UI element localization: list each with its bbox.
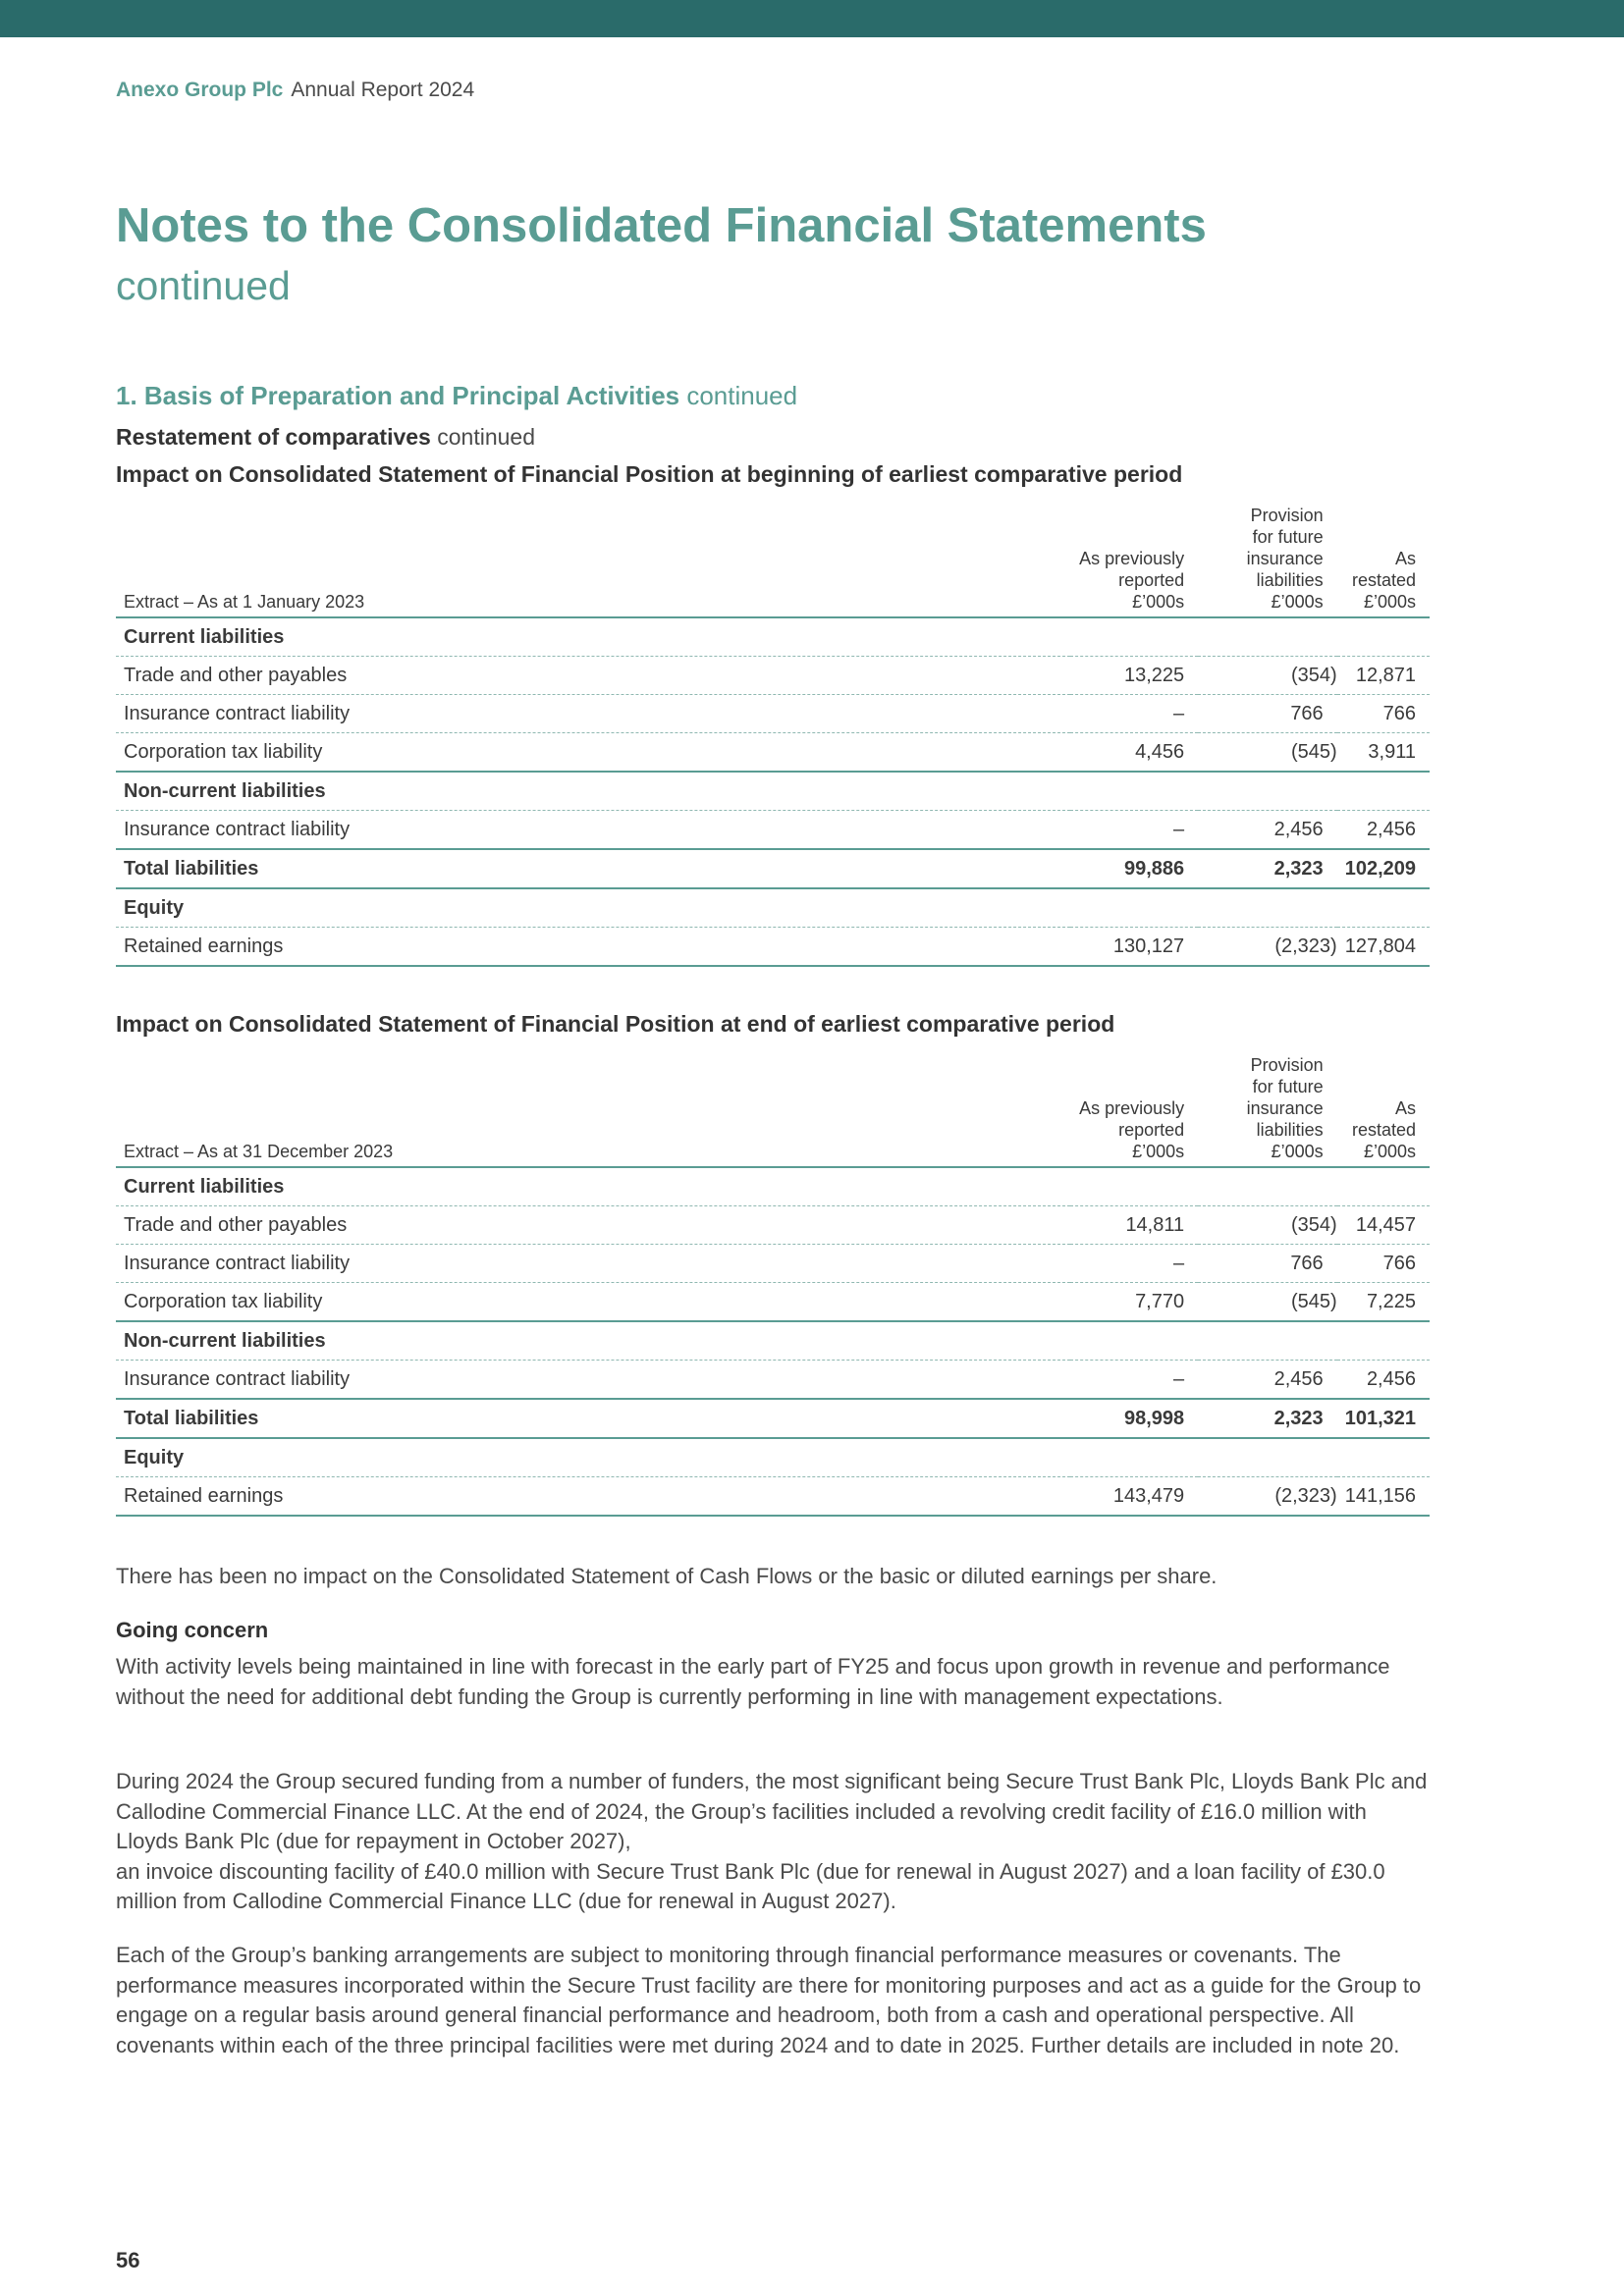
report-name: Annual Report 2024 <box>291 79 475 101</box>
row-label: Total liabilities <box>116 1399 1070 1438</box>
section-title: 1. Basis of Preparation and Principal Activities <box>116 381 680 410</box>
value-restated: 2,456 <box>1337 1361 1430 1400</box>
value-provision <box>1198 888 1337 928</box>
value-restated <box>1337 1321 1430 1361</box>
value-provision <box>1198 1438 1337 1477</box>
column-previously-reported-line: £’000s <box>1132 1142 1185 1161</box>
value-previously-reported: 13,225 <box>1070 657 1198 695</box>
column-provision-line: insurance <box>1246 549 1324 568</box>
table-row <box>116 1321 1430 1361</box>
subsection-continued: continued <box>437 424 535 450</box>
column-previously-reported-line: reported <box>1118 570 1185 590</box>
row-label: Insurance contract liability <box>116 695 1070 733</box>
section-continued: continued <box>686 381 798 410</box>
column-provision-line: Provision <box>1250 1055 1324 1075</box>
value-restated <box>1337 772 1430 811</box>
value-provision: 2,323 <box>1198 1399 1337 1438</box>
value-previously-reported: 7,770 <box>1070 1283 1198 1322</box>
table-row <box>116 1167 1430 1206</box>
table-header-row <box>116 1054 1430 1167</box>
row-label: Corporation tax liability <box>116 733 1070 773</box>
table-row <box>116 617 1430 657</box>
table-row <box>116 1399 1430 1438</box>
value-provision: 766 <box>1198 695 1337 733</box>
value-previously-reported: 99,886 <box>1070 849 1198 888</box>
row-label: Insurance contract liability <box>116 811 1070 850</box>
column-restated-line: As restated <box>1351 1098 1416 1140</box>
going-concern-para-2 <box>116 1767 1432 1917</box>
table-row <box>116 657 1430 695</box>
column-provision-line: £’000s <box>1271 1142 1324 1161</box>
subsection-heading <box>116 424 535 451</box>
table-row <box>116 928 1430 967</box>
table-row <box>116 1206 1430 1245</box>
value-restated: 12,871 <box>1337 657 1430 695</box>
top-color-bar <box>0 0 1624 37</box>
value-restated: 2,456 <box>1337 811 1430 850</box>
value-previously-reported: – <box>1070 1245 1198 1283</box>
value-provision: (2,323) <box>1198 1477 1337 1517</box>
column-provision <box>1198 505 1337 617</box>
value-previously-reported: 4,456 <box>1070 733 1198 773</box>
table-row <box>116 1283 1430 1322</box>
going-concern-text-1: With activity levels being maintained in line with forecast in the early part of FY25 and focus upon growth in revenue and performance without the need for additional debt funding the Group is currently performing in line with management expectations. <box>116 1654 1390 1709</box>
value-previously-reported: 98,998 <box>1070 1399 1198 1438</box>
row-label: Retained earnings <box>116 1477 1070 1517</box>
table-row <box>116 1361 1430 1400</box>
row-label: Current liabilities <box>116 1167 1070 1206</box>
table-row <box>116 1245 1430 1283</box>
table-row <box>116 772 1430 811</box>
value-previously-reported: – <box>1070 811 1198 850</box>
column-provision-line: liabilities <box>1256 570 1324 590</box>
column-previously-reported-line: £’000s <box>1132 592 1185 612</box>
table-row <box>116 1477 1430 1517</box>
value-previously-reported <box>1070 1167 1198 1206</box>
value-provision: 2,456 <box>1198 811 1337 850</box>
value-restated: 127,804 <box>1337 928 1430 967</box>
row-label: Total liabilities <box>116 849 1070 888</box>
going-concern-para-1 <box>116 1652 1432 1712</box>
row-label: Equity <box>116 888 1070 928</box>
value-restated: 766 <box>1337 1245 1430 1283</box>
column-previously-reported-line: reported <box>1118 1120 1185 1140</box>
value-provision: (2,323) <box>1198 928 1337 967</box>
page-title-continued: continued <box>116 263 291 308</box>
row-label: Non-current liabilities <box>116 772 1070 811</box>
table-row <box>116 811 1430 850</box>
value-previously-reported: – <box>1070 695 1198 733</box>
table-row <box>116 733 1430 773</box>
row-label: Current liabilities <box>116 617 1070 657</box>
going-concern-heading: Going concern <box>116 1618 269 1642</box>
row-label: Corporation tax liability <box>116 1283 1070 1322</box>
value-previously-reported <box>1070 1438 1198 1477</box>
value-provision: (354) <box>1198 1206 1337 1245</box>
column-previously-reported <box>1070 505 1198 617</box>
value-provision: 2,456 <box>1198 1361 1337 1400</box>
page-number: 56 <box>116 2248 140 2272</box>
value-previously-reported: 130,127 <box>1070 928 1198 967</box>
value-restated: 102,209 <box>1337 849 1430 888</box>
value-restated: 14,457 <box>1337 1206 1430 1245</box>
column-restated-line: As restated <box>1351 549 1416 590</box>
table-header-row <box>116 505 1430 617</box>
subsection-title: Restatement of comparatives <box>116 424 431 450</box>
row-label: Trade and other payables <box>116 1206 1070 1245</box>
column-previously-reported-line: As previously <box>1079 1098 1185 1118</box>
value-provision: (545) <box>1198 733 1337 773</box>
column-extract-label: Extract – As at 1 January 2023 <box>124 592 365 612</box>
table-row <box>116 1438 1430 1477</box>
value-restated: 3,911 <box>1337 733 1430 773</box>
cashflow-note: There has been no impact on the Consolidated Statement of Cash Flows or the basic or diluted earnings per share. <box>116 1564 1218 1588</box>
value-provision: (354) <box>1198 657 1337 695</box>
column-restated-line: £’000s <box>1363 592 1416 612</box>
column-provision <box>1198 1054 1337 1167</box>
value-provision <box>1198 772 1337 811</box>
row-label: Insurance contract liability <box>116 1245 1070 1283</box>
value-provision <box>1198 617 1337 657</box>
column-extract-label: Extract – As at 31 December 2023 <box>124 1142 394 1161</box>
column-previously-reported-line: As previously <box>1079 549 1185 568</box>
table-row <box>116 849 1430 888</box>
column-provision-line: Provision <box>1250 506 1324 525</box>
value-provision: 2,323 <box>1198 849 1337 888</box>
column-provision-line: liabilities <box>1256 1120 1324 1140</box>
company-name: Anexo Group Plc <box>116 79 284 101</box>
restatement-table-jan-2023 <box>116 505 1430 967</box>
row-label: Insurance contract liability <box>116 1361 1070 1400</box>
value-provision <box>1198 1167 1337 1206</box>
column-provision-line: for future <box>1252 1077 1324 1096</box>
row-label: Non-current liabilities <box>116 1321 1070 1361</box>
value-restated <box>1337 1438 1430 1477</box>
column-provision-line: £’000s <box>1271 592 1324 612</box>
table-row <box>116 888 1430 928</box>
going-concern-text-2a: During 2024 the Group secured funding from a number of funders, the most significant being Secure Trust Bank Plc, Lloyds Bank Plc and Callodine Commercial Finance LLC. At the end of 2024, the Group’s facilities included a revolving credit facility of £16.0 million with Lloyds Bank Plc (due for repayment in October 2027), <box>116 1769 1428 1853</box>
value-previously-reported <box>1070 617 1198 657</box>
running-header <box>116 79 474 102</box>
row-label: Trade and other payables <box>116 657 1070 695</box>
value-provision: 766 <box>1198 1245 1337 1283</box>
restatement-table-dec-2023 <box>116 1054 1430 1517</box>
value-restated: 101,321 <box>1337 1399 1430 1438</box>
going-concern-para-3 <box>116 1941 1432 2060</box>
column-provision-line: for future <box>1252 527 1324 547</box>
value-provision: (545) <box>1198 1283 1337 1322</box>
value-previously-reported: – <box>1070 1361 1198 1400</box>
row-label: Equity <box>116 1438 1070 1477</box>
table-row <box>116 695 1430 733</box>
going-concern-text-2b: an invoice discounting facility of £40.0 million with Secure Trust Bank Plc (due for renewal in August 2027) and a loan facility of £30.0 million from Callodine Commercial Finance LLC (due for renewal in August 2027). <box>116 1858 1385 1913</box>
section-heading <box>116 381 797 411</box>
value-restated <box>1337 888 1430 928</box>
column-provision-line: insurance <box>1246 1098 1324 1118</box>
value-previously-reported <box>1070 888 1198 928</box>
column-restated <box>1337 1054 1430 1167</box>
value-restated <box>1337 1167 1430 1206</box>
value-previously-reported <box>1070 1321 1198 1361</box>
value-previously-reported: 14,811 <box>1070 1206 1198 1245</box>
value-restated <box>1337 617 1430 657</box>
value-restated: 7,225 <box>1337 1283 1430 1322</box>
page-title: Notes to the Consolidated Financial Statements <box>116 199 1207 252</box>
value-provision <box>1198 1321 1337 1361</box>
row-label: Retained earnings <box>116 928 1070 967</box>
column-restated-line: £’000s <box>1363 1142 1416 1161</box>
value-previously-reported: 143,479 <box>1070 1477 1198 1517</box>
value-previously-reported <box>1070 772 1198 811</box>
table2-heading: Impact on Consolidated Statement of Financial Position at end of earliest comparative period <box>116 1011 1115 1037</box>
column-previously-reported <box>1070 1054 1198 1167</box>
column-restated <box>1337 505 1430 617</box>
going-concern-text-3: Each of the Group’s banking arrangements are subject to monitoring through financial performance measures or covenants. The performance measures incorporated within the Secure Trust facility are there for monitoring purposes and act as a guide for the Group to engage on a regular basis around general financial performance and headroom, both from a cash and operational perspective. All covenants within each of the three principal facilities were met during 2024 and to date in 2025. Further details are included in note 20. <box>116 1943 1422 2057</box>
value-restated: 766 <box>1337 695 1430 733</box>
table1-heading: Impact on Consolidated Statement of Financial Position at beginning of earliest comparative period <box>116 461 1183 487</box>
value-restated: 141,156 <box>1337 1477 1430 1517</box>
